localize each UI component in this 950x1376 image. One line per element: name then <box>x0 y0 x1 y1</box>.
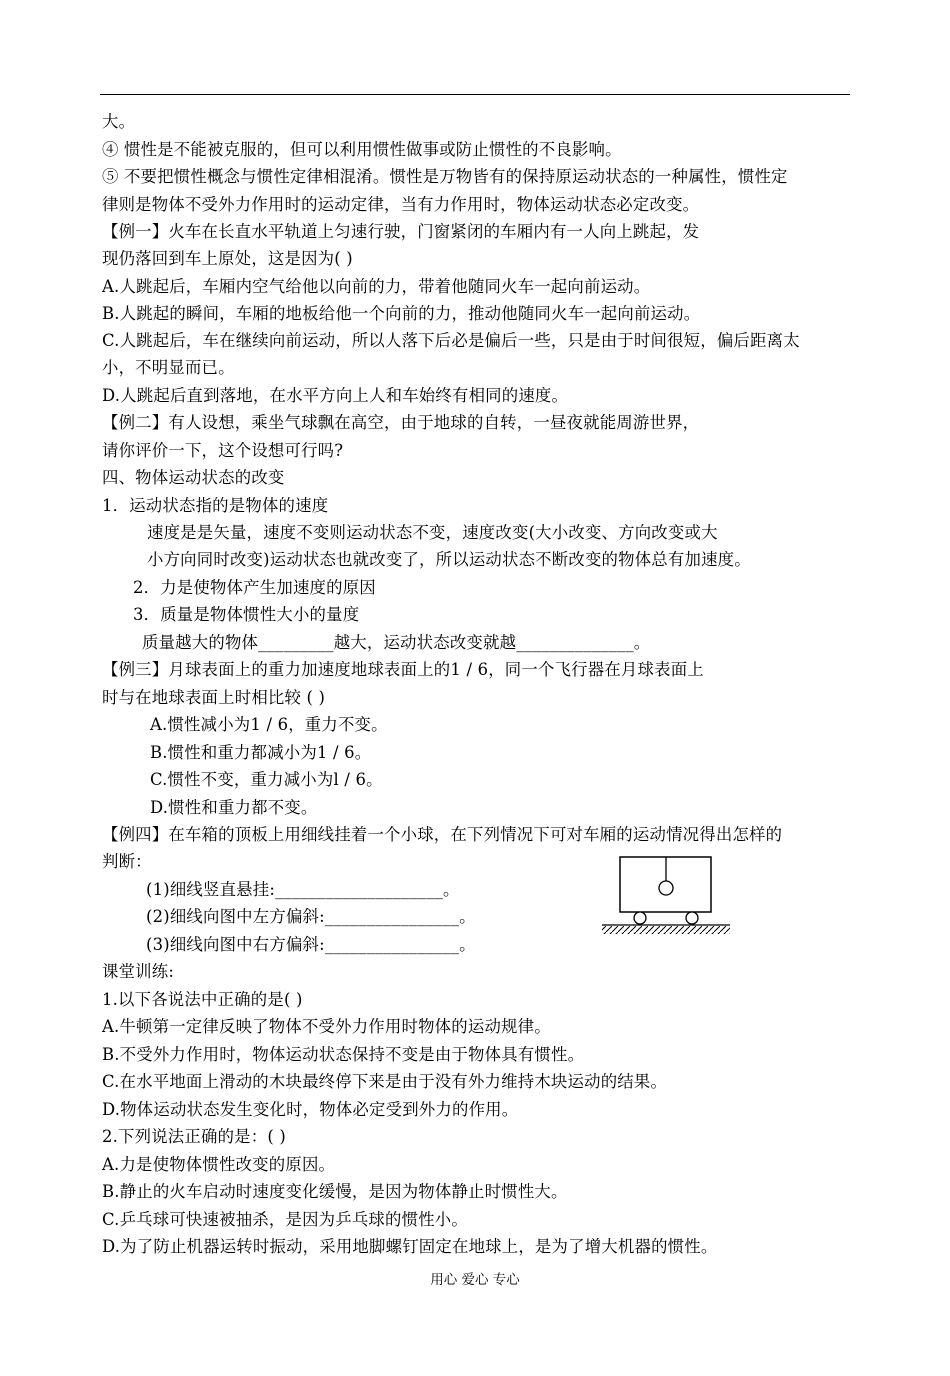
option-c: C.乒乓球可快速被抽杀，是因为乒乓球的惯性小。 <box>102 1210 468 1229</box>
ground-hatch <box>602 926 730 934</box>
option-a: A.惯性减小为1 / 6，重力不变。 <box>150 715 388 734</box>
question-1: 1.以下各说法中正确的是( ) <box>102 990 303 1009</box>
text-line: 律则是物体不受外力作用时的运动定律，当有力作用时，物体运动状态必定改变。 <box>102 195 700 214</box>
option-b: B.静止的火车启动时速度变化缓慢，是因为物体静止时惯性大。 <box>102 1182 568 1201</box>
text-line: 小，不明显而已。 <box>102 358 235 377</box>
numbered-point: 3．质量是物体惯性大小的量度 <box>133 605 360 624</box>
option-b: B.不受外力作用时，物体运动状态保持不变是由于物体具有惯性。 <box>102 1045 585 1064</box>
option-c: C.在水平地面上滑动的木块最终停下来是由于没有外力维持木块运动的结果。 <box>102 1072 668 1091</box>
fill-in-blank: (2)细线向图中左方偏斜:________________。 <box>146 907 476 926</box>
section-heading: 四、物体运动状态的改变 <box>102 468 285 487</box>
pendulum-ball <box>659 881 673 895</box>
fill-in-blank: (1)细线竖直悬挂:____________________。 <box>146 880 460 899</box>
wheel-right <box>686 912 698 924</box>
fill-in-blank: (3)细线向图中右方偏斜:________________。 <box>146 935 476 954</box>
text-line: 速度是是矢量，速度不变则运动状态不变，速度改变(大小改变、方向改变或大 <box>147 523 718 542</box>
fill-in-blank: 质量越大的物体_________越大，运动状态改变就越______________。 <box>142 633 651 652</box>
text-line: 小方向同时改变)运动状态也就改变了，所以运动状态不断改变的物体总有加速度。 <box>147 550 751 569</box>
example-3-heading: 【例三】月球表面上的重力加速度地球表面上的1 / 6，同一个飞行器在月球表面上 <box>102 660 704 679</box>
railcar-diagram <box>600 854 732 938</box>
railcar-figure <box>600 854 732 938</box>
option-a: A.力是使物体惯性改变的原因。 <box>102 1155 336 1174</box>
text-line: ⑤ 不要把惯性概念与惯性定律相混淆。惯性是万物皆有的保持原运动状态的一种属性，惯性定 <box>102 167 788 186</box>
text-line: 判断： <box>102 852 152 871</box>
section-heading: 课堂训练: <box>102 962 175 981</box>
option-a: A.人跳起后，车厢内空气给他以向前的力，带着他随同火车一起向前运动。 <box>102 277 651 296</box>
numbered-point: 2．力是使物体产生加速度的原因 <box>133 578 376 597</box>
text-line: 请你评价一下，这个设想可行吗? <box>102 441 344 460</box>
example-2-heading: 【例二】有人设想，乘坐气球飘在高空，由于地球的自转，一昼夜就能周游世界， <box>102 413 700 432</box>
text-line: 时与在地球表面上时相比较 ( ) <box>102 688 326 707</box>
header-rule <box>100 94 850 95</box>
option-d: D.物体运动状态发生变化时，物体必定受到外力的作用。 <box>102 1100 519 1119</box>
example-4-heading: 【例四】在车箱的顶板上用细线挂着一个小球，在下列情况下可对车厢的运动情况得出怎样的 <box>102 825 783 844</box>
example-1-heading: 【例一】火车在长直水平轨道上匀速行驶，门窗紧闭的车厢内有一人向上跳起，发 <box>102 222 700 241</box>
option-d: D.为了防止机器运转时振动，采用地脚螺钉固定在地球上，是为了增大机器的惯性。 <box>102 1237 718 1256</box>
text-line: 现仍落回到车上原处，这是因为( ) <box>102 249 353 268</box>
option-d: D.人跳起后直到落地，在水平方向上人和车始终有相同的速度。 <box>102 386 569 405</box>
option-b: B.人跳起的瞬间，车厢的地板给他一个向前的力，推动他随同火车一起向前运动。 <box>102 304 701 323</box>
option-b: B.惯性和重力都减小为1 / 6。 <box>150 743 372 762</box>
page-footer: 用心 爱心 专心 <box>430 1272 520 1288</box>
option-d: D.惯性和重力都不变。 <box>150 798 318 817</box>
numbered-point: 1．运动状态指的是物体的速度 <box>102 496 329 515</box>
question-2: 2.下列说法正确的是：( ) <box>102 1127 286 1146</box>
text-line: 大。 <box>102 112 136 131</box>
option-c: C.惯性不变，重力减小为l / 6。 <box>150 770 383 789</box>
option-c: C.人跳起后，车在继续向前运动，所以人落下后必是偏后一些，只是由于时间很短，偏后距离太 <box>102 331 800 350</box>
option-a: A.牛顿第一定律反映了物体不受外力作用时物体的运动规律。 <box>102 1017 551 1036</box>
wheel-left <box>634 912 646 924</box>
text-line: ④ 惯性是不能被克服的，但可以利用惯性做事或防止惯性的不良影响。 <box>102 140 622 159</box>
